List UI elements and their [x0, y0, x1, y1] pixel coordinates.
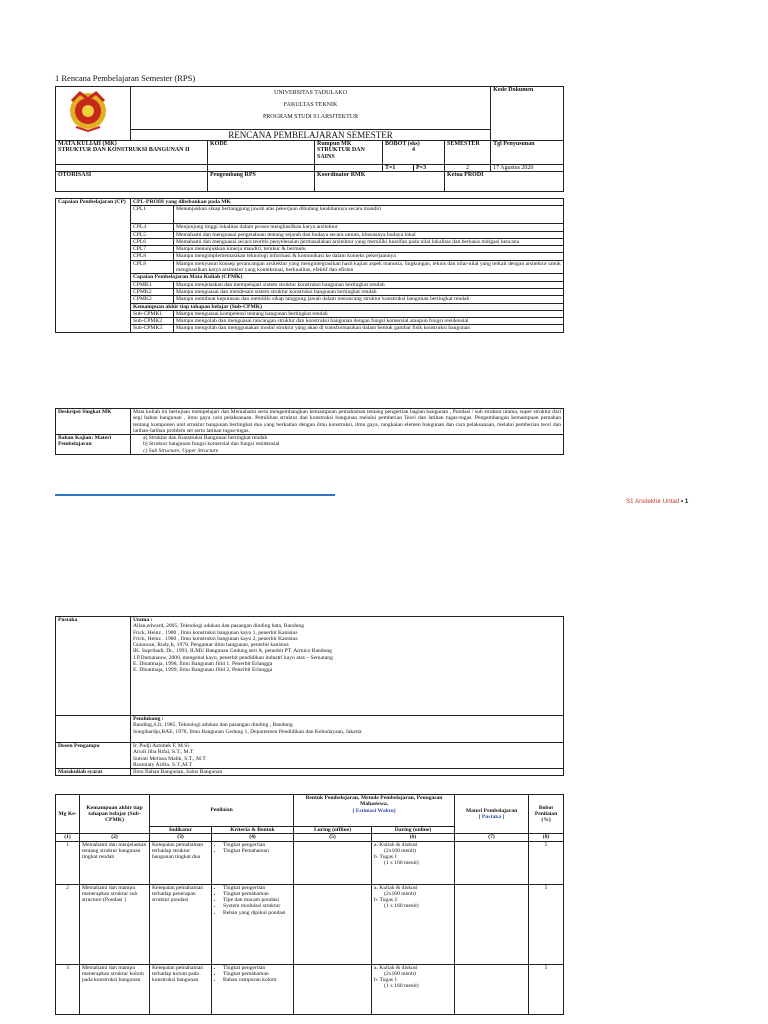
- online-cell: [372, 884, 455, 964]
- offline-cell: [294, 841, 372, 884]
- form-header-estimate: [ Estimasi Waktu]: [352, 807, 396, 814]
- practice-credit: P=3: [414, 165, 445, 172]
- weight-value: 5: [529, 964, 564, 1014]
- pustaka-item: Gunawan, Rudy,Ir, 1978, Pengantar ilmu bangunan, penerbit kanisius: [133, 642, 289, 649]
- criteria-item: • Tingkat pengertian: [223, 885, 291, 891]
- online-item: b. Tugas 1: [374, 977, 398, 984]
- semester-value: 2: [445, 165, 491, 172]
- assessment-header: Penilaian: [150, 795, 294, 827]
- material-header: [455, 795, 529, 834]
- cpl-code: CPL8: [131, 260, 174, 274]
- indicator-text: Ketepatan pemahaman terhadap kolom pada konstruksi bangunan: [150, 964, 212, 1014]
- course-credit-label: BOBOT (sks): [385, 141, 420, 147]
- pustaka-item: J.P.Dumanauw, 2000, mengenal kayu, penerbit pendidikan industri kayu atas – Semarang: [133, 654, 333, 661]
- week-header: Mg Ke-: [56, 795, 80, 834]
- pustaka-table: [55, 616, 564, 776]
- dosen-name: Arudi Jiba Rifai, S.T., M.T: [133, 749, 194, 756]
- pustaka-item: Soegihardjo,BAE, 1978, Ilmu Bangunan Gedung 1, Departemen Pendidikan dan Kebudayaan, Jakarta: [133, 728, 362, 735]
- material-cell: [455, 964, 529, 1014]
- column-number: (8): [529, 834, 564, 841]
- course-credit-cell: [383, 141, 445, 165]
- course-cluster-cell: [315, 141, 383, 165]
- cpl-text: Mampu menunjukkan kinerja mandiri, terukur & bermutu: [174, 246, 564, 253]
- offline-header: Luring (offline): [294, 827, 372, 834]
- ability-header: Kemampuan akhir tiap tahapan belajar (Sub-CPMK): [80, 795, 150, 834]
- online-item: a. Kuliah & diskusi: [374, 841, 418, 848]
- cpl-text: Mampu menyusun konsep perancangan arsitektur yang mengintegrasikan hasil kajian aspek manusia, lingkungan, teknis dan nilai-nilai yang terkait dengan arsitektur untuk menghasilkan karya arsitektur yang kontekstual, berkualitas, efektif dan efisien: [174, 260, 564, 274]
- dosen-name: Ir. Pudji Astutiek F, M.Si: [133, 743, 189, 749]
- semester-label: SEMESTER: [445, 141, 491, 165]
- bahan-item: c) Sub Structure, Upper Structure: [143, 447, 219, 454]
- page-footer: [626, 498, 688, 505]
- footer-divider: [55, 494, 335, 496]
- cpmk-text: Mampu menjelaskan dan mempelajari sistem struktur konstruksi bangunan bertingkat rendah: [174, 281, 564, 288]
- course-credit: 4: [412, 147, 415, 154]
- column-number: (6): [372, 834, 455, 841]
- offline-cell: [294, 964, 372, 1014]
- table-row: [56, 884, 564, 964]
- week-number: 2: [56, 884, 80, 964]
- rps-title: RENCANA PEMBELAJARAN SEMESTER: [131, 130, 491, 141]
- sub-cpmk-text: Mampu menguasai kompetensi tentang bangunan bertingkat rendah: [174, 310, 564, 317]
- bahan-item: b) Struktur bangunan fungsi komersial dan fungsi residensial: [143, 441, 280, 448]
- ability-text: Memahami dan mampu menerapkan struktur sub structure (Pondasi ): [80, 884, 150, 964]
- course-cluster-label: Rumpun MK: [317, 141, 352, 147]
- ability-text: Memahami dan menjelaskan tentang struktur bangunan tingkat rendah: [80, 841, 150, 884]
- rps-table: [55, 86, 564, 192]
- cpmk-text: Mampu membuat keputusan dan memiliki sikap tanggung jawab dalam merancang struktur konstruksi bangunan bertingkat rendah: [174, 296, 564, 303]
- form-header-text: Bentuk Pembelajaran, Metode Pembelajaran, Penugasan Mahasiswa,: [305, 795, 443, 808]
- pustaka-label: Pustaka: [56, 617, 131, 716]
- otorisasi-label: OTORISASI: [56, 172, 208, 192]
- cpl-code: CPL6: [131, 238, 174, 245]
- pustaka-item: Frick, Heinz . 1980 , Ilmu konstruksi bangunan kayu 1, penerbit Kanisius: [133, 629, 298, 636]
- prasyarat-label: Matakuliah syarat: [56, 769, 131, 776]
- cpmk-title: Capaian Pembelajaran Mata Kuliah (CPMK): [131, 274, 564, 281]
- cp-label: Capaian Pembelajaran (CP): [56, 199, 131, 333]
- column-number: (7): [455, 834, 529, 841]
- sub-cpmk-text: Mampu mengolah dan menguasai rancangan struktur dan konstruksi bangunan dengan fungsi komersial ataupun fungsi residensial: [174, 318, 564, 325]
- week-number: 1: [56, 841, 80, 884]
- faculty-name: FAKULTAS TEKNIK: [283, 102, 338, 108]
- cpl-code: CPL8: [131, 253, 174, 260]
- doc-code-label: Kode Dokumen: [491, 87, 564, 141]
- cpl-code: CPL4: [131, 224, 174, 231]
- cpl-title: CPL-PRODI yang dibebankan pada MK: [131, 199, 564, 206]
- pustaka-item: IK. Supribadi, Dr., 1993, ILMU Bangunan Gedung seri A, penerbit PT. Armico Bandung: [133, 648, 332, 655]
- online-item: (2x160 menit): [384, 847, 416, 854]
- bahan-item: a) Struktur dan Konstruksi Bangunan bertingkat rendah: [143, 435, 268, 442]
- sub-cpmk-text: Mampu mengolah dan menggunakan modul struktur yang akan di transformasikan dalam bentuk gambar fisik konstruksi bangunan: [174, 325, 564, 332]
- column-number: (5): [294, 834, 372, 841]
- criteria-item: • Tipe dan macam pondasi: [223, 897, 291, 903]
- cpl-code: CPL1: [131, 206, 174, 224]
- online-item: b. Tugas 1: [374, 854, 398, 861]
- online-item: (2x160 menit): [384, 890, 416, 897]
- indicator-text: Ketepatan pemahaman terhadap penerapan struktur pondasi: [150, 884, 212, 964]
- developer-label: Pengembang RPS: [208, 172, 315, 192]
- online-cell: [372, 964, 455, 1014]
- criteria-list: [212, 964, 294, 1014]
- material-cell: [455, 884, 529, 964]
- criteria-item: • Tingkat pemahaman: [223, 891, 291, 897]
- weight-value: 5: [529, 841, 564, 884]
- course-code-label: KODE: [208, 141, 315, 165]
- cpl-text: Menunjukkan sikap bertanggung jawab atas pekerjaan dibidang keahliannya secara mandiri: [174, 206, 564, 224]
- pustaka-item: Allan,edward, 2005, Teknologi adukan dan pasangan dinding bata, Bandung: [133, 623, 305, 630]
- sub-cpmk-code: Sub-CPMK1: [131, 310, 174, 317]
- criteria-item: • System modulasi struktur: [223, 903, 291, 909]
- weekly-plan-table: [55, 794, 564, 1015]
- footer-separator: •: [679, 498, 685, 505]
- pustaka-utama-label: Utama :: [133, 617, 153, 623]
- indicator-text: Ketepatan pemahaman terhadap struktur bangunan tingkat dua: [150, 841, 212, 884]
- cpl-text: Memahami dan menguasai secara teoritis penyelesaian permasalahan arsitektur yang memiliki kearifan pada nilai lokalitas dan berbasis mitigasi bencana: [174, 238, 564, 245]
- course-name-label: MATA KULIAH (MK): [58, 141, 117, 147]
- cpl-code: CPL5: [131, 231, 174, 238]
- sub-cpmk-code: Sub-CPMK3: [131, 325, 174, 332]
- material-header-text: Materi Pembelajaran: [465, 807, 518, 814]
- online-item: (1 x 160 menit): [384, 860, 419, 867]
- coordinator-label: Koordinator RMK: [315, 172, 445, 192]
- program-name: PROGRAM STUDI S1 ARSITEKTUR: [262, 114, 359, 120]
- week-number: 3: [56, 964, 80, 1014]
- cpl-text: Mampu mengimplementasikan teknologi informasi & komunikasi ke dalam konteks pekerjaannya: [174, 253, 564, 260]
- ability-text: Memahami dan mampu menerapkan struktur kolom pada konstruksi bangunan: [80, 964, 150, 1014]
- offline-cell: [294, 884, 372, 964]
- online-item: (2x160 menit): [384, 970, 416, 977]
- cpmk-text: Mampu menguasai dan mendesain sistem struktur konstruksi bangunan bertingkat rendah: [174, 288, 564, 295]
- footer-label: S1 Arsitektur Untad: [626, 498, 680, 505]
- bahan-label: Bahan Kajian: Materi Pembelajaran: [56, 435, 131, 455]
- table-row: [56, 964, 564, 1014]
- cpl-text: Menjunjung tinggi lokalitas dalam proses menghasilkan karya arsitektur: [174, 224, 564, 231]
- cpmk-code: CPMK2: [131, 296, 174, 303]
- column-number: (2): [80, 834, 150, 841]
- page-number: 1: [684, 498, 689, 505]
- course-name: STRUKTUR DAN KONSTRUKSI BANGUNAN II: [58, 147, 190, 154]
- date-label: Tgl Penyusunan: [491, 141, 564, 165]
- prasyarat-value: Ilmu Bahan Bangunan, Sains Bangunan: [131, 769, 564, 776]
- dosen-list: [131, 743, 564, 769]
- weight-value: 5: [529, 884, 564, 964]
- institution-title: [131, 87, 491, 130]
- cpl-code: CPL7: [131, 246, 174, 253]
- criteria-list: [212, 884, 294, 964]
- column-number: (1): [56, 834, 80, 841]
- weight-header: Bobot Penilaian (%): [529, 795, 564, 834]
- course-name-cell: [56, 141, 208, 165]
- cp-table: [55, 198, 564, 333]
- pustaka-pendukung-label: Pendukung :: [133, 716, 164, 722]
- pustaka-item: E. Dinatmaja, 1999, Ilmu Bangunan Jilid 2, Penerbit Erlangga: [133, 667, 273, 674]
- form-header: [294, 795, 455, 827]
- dosen-name: Rosmiaty Arifin, S.T.,M.T: [133, 761, 193, 768]
- cpmk-code: CPMK2: [131, 288, 174, 295]
- criteria-item: • Beban yang dipikul pondasi: [223, 910, 291, 916]
- criteria-item: • Tingkat pemahaman: [223, 971, 291, 977]
- indicator-header: Indikator: [150, 827, 212, 834]
- section-heading: 1 Rencana Pembelajaran Semester (RPS): [55, 73, 196, 83]
- pustaka-item: Banding,S,Ir, 1985, Teknologi adukan dan pasangan dinding , Bandung: [133, 722, 293, 729]
- university-logo-icon: [58, 87, 118, 133]
- cpl-text: Memahami dan menguasai pengetahuan tentang sejarah dan budaya secara umum, khususnya budaya lokal: [174, 231, 564, 238]
- table-row: [56, 841, 564, 884]
- date-value: 17 Agustus 2020: [491, 165, 564, 172]
- dosen-label: Dosen Pengampu: [56, 743, 131, 769]
- material-cell: [455, 841, 529, 884]
- criteria-item: • Tingkat pengertian: [223, 965, 291, 971]
- column-number: (3): [150, 834, 212, 841]
- material-header-ref: [ Pustaka ]: [478, 814, 505, 821]
- online-header: Daring (online): [372, 827, 455, 834]
- pustaka-item: Frick, Heinz . 1980 , Ilmu konstruksi bangunan kayu 2, penerbit Kanisius: [133, 635, 298, 642]
- sub-cpmk-title: Kemampuan akhir tiap tahapan belajar (Sub-CPMK): [131, 303, 564, 310]
- course-cluster: STRUKTUR DAN SAINS: [317, 147, 365, 160]
- criteria-item: • Tingkat Pemahaman: [223, 848, 291, 854]
- online-item: a. Kuliah & diskusi: [374, 884, 418, 891]
- cpmk-code: CPMK1: [131, 281, 174, 288]
- description-table: [55, 408, 564, 455]
- criteria-header: Kriteria & Bentuk: [212, 827, 294, 834]
- theory-credit: T=1: [383, 165, 414, 172]
- pustaka-utama: [131, 617, 564, 716]
- head-label: Ketua PRODI: [445, 172, 564, 192]
- dosen-name: Sutrati Melissa Malik, S.T., M.T: [133, 755, 206, 762]
- online-cell: [372, 841, 455, 884]
- pustaka-item: E. Dinatmaja, 1998, Ilmu Bangunan Jilid 1. Penerbit Erlangga: [133, 661, 273, 668]
- university-name: UNIVERSITAS TADULAKO: [273, 90, 348, 96]
- column-number: (4): [212, 834, 294, 841]
- criteria-list: [212, 841, 294, 884]
- criteria-item: • Tingkat pengertian: [223, 842, 291, 848]
- bahan-list: [131, 435, 564, 455]
- pustaka-pendukung: [131, 716, 564, 743]
- online-item: a. Kuliah & diskusi: [374, 964, 418, 971]
- online-item: b. Tugas 2: [374, 897, 398, 904]
- description-text: Mata kuliah ini bertujuan mempelajari dan Memahami serta mengembangkan kemampuan pemahaman tentang pengertian bagian bangunan , Pondasi / sub struktur utama, super struktur dari segi bahan bangunan , ilmu gaya cara pelaksanaan. Pemilihan struktur dan konstruksi bangunan melalui pemberian Teori dan latihan tugas-tugas. Pengembangan kemampuan pemahan tentang komponen unit struktur bangunan bertingkat dua yang berkaitan dengan ilmu konstruksi, ilmu gaya, rangkaian elemen bangunan dan cara pelaksanaan, melalui pemberian teori dan latihan-latihan problem set serta latihan tugas-tugas.: [131, 409, 564, 435]
- description-label: Deskripsi Singkat MK: [56, 409, 131, 435]
- logo-cell: [56, 87, 131, 141]
- criteria-item: • Bahan campuran kolom: [223, 977, 291, 983]
- online-item: (1 x 160 menit): [384, 983, 419, 990]
- sub-cpmk-code: Sub-CPMK2: [131, 318, 174, 325]
- online-item: (1 x 160 menit): [384, 903, 419, 910]
